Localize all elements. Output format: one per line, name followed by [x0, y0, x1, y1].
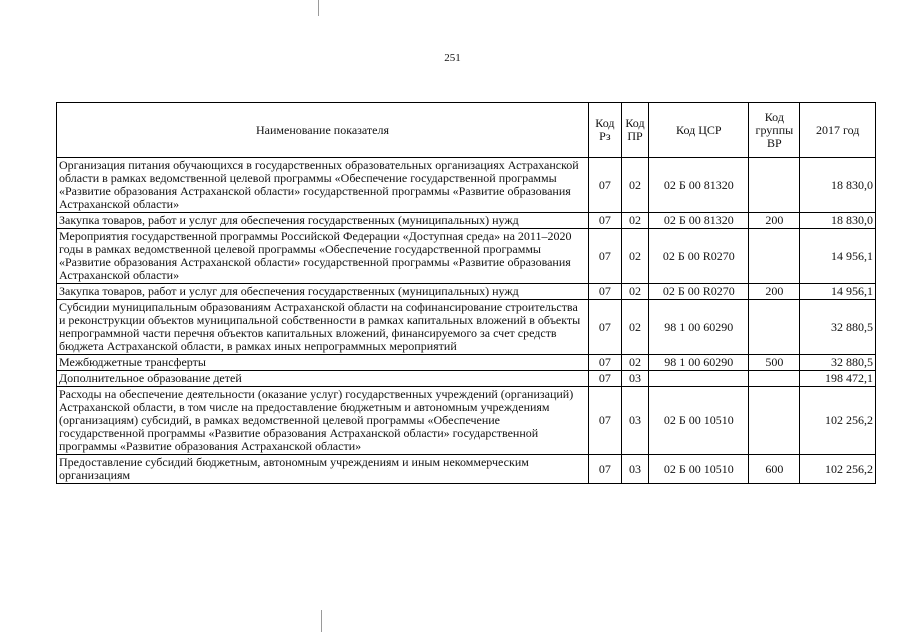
- row-pr: 02: [621, 355, 649, 371]
- scan-artifact-bottom: [321, 610, 322, 632]
- scan-artifact-top: [318, 0, 319, 16]
- row-rz: 07: [589, 387, 622, 455]
- budget-table: [56, 102, 876, 484]
- row-name: Субсидии муниципальным образованиям Астраханской области на софинансирование строительства и реконструкции объектов муниципальной собственности в рамках капитальных вложений в объекты непрограммной части перечня объектов капитальных вложений, финансируемого за счет средств бюджета Астраханской области, в рамках иных непрограммных мероприятий: [57, 300, 589, 355]
- row-rz: 07: [589, 229, 622, 284]
- row-name: Организация питания обучающихся в государственных образовательных организациях Астраханской области в рамках ведомственной целевой программы «Обеспечение государственной программы «Развитие образования Астраханской области» государственной программы «Развитие образования Астраханской области»: [57, 158, 589, 213]
- row-rz: 07: [589, 455, 622, 484]
- row-csr: [649, 371, 749, 387]
- row-name: Расходы на обеспечение деятельности (оказание услуг) государственных учреждений (организаций) Астраханской области, в том числе на предоставление бюджетным и автономным учреждениям (организациям) субсидий, в рамках ведомственной целевой программы «Обеспечение государственной программы «Развитие образования Астраханской области» государственной программы «Развитие образования Астраханской области»: [57, 387, 589, 455]
- table-row: [57, 371, 876, 387]
- row-sum: 18 830,0: [800, 213, 876, 229]
- row-pr: 03: [621, 371, 649, 387]
- row-csr: 98 1 00 60290: [649, 355, 749, 371]
- row-vr: [749, 158, 800, 213]
- row-name: Закупка товаров, работ и услуг для обеспечения государственных (муниципальных) нужд: [57, 213, 589, 229]
- row-vr: [749, 300, 800, 355]
- header-pr: Код ПР: [621, 103, 649, 158]
- row-vr: [749, 229, 800, 284]
- row-name: Дополнительное образование детей: [57, 371, 589, 387]
- row-vr: 600: [749, 455, 800, 484]
- row-sum: 18 830,0: [800, 158, 876, 213]
- row-rz: 07: [589, 213, 622, 229]
- header-year: 2017 год: [800, 103, 876, 158]
- table-row: [57, 355, 876, 371]
- row-name: Межбюджетные трансферты: [57, 355, 589, 371]
- row-sum: 102 256,2: [800, 455, 876, 484]
- table-row: [57, 284, 876, 300]
- row-rz: 07: [589, 284, 622, 300]
- row-pr: 03: [621, 387, 649, 455]
- row-vr: [749, 387, 800, 455]
- table-row: [57, 300, 876, 355]
- row-vr: 200: [749, 284, 800, 300]
- row-vr: [749, 371, 800, 387]
- row-sum: 32 880,5: [800, 300, 876, 355]
- row-csr: 02 Б 00 10510: [649, 387, 749, 455]
- header-name: Наименование показателя: [57, 103, 589, 158]
- row-csr: 02 Б 00 R0270: [649, 284, 749, 300]
- row-csr: 02 Б 00 81320: [649, 213, 749, 229]
- row-rz: 07: [589, 158, 622, 213]
- row-sum: 198 472,1: [800, 371, 876, 387]
- row-sum: 14 956,1: [800, 229, 876, 284]
- row-rz: 07: [589, 371, 622, 387]
- row-name: Закупка товаров, работ и услуг для обеспечения государственных (муниципальных) нужд: [57, 284, 589, 300]
- row-csr: 02 Б 00 10510: [649, 455, 749, 484]
- row-csr: 98 1 00 60290: [649, 300, 749, 355]
- row-pr: 02: [621, 300, 649, 355]
- table-row: [57, 158, 876, 213]
- row-sum: 32 880,5: [800, 355, 876, 371]
- page-number: 251: [444, 52, 461, 64]
- row-pr: 02: [621, 158, 649, 213]
- row-pr: 03: [621, 455, 649, 484]
- row-pr: 02: [621, 229, 649, 284]
- table-row: [57, 455, 876, 484]
- row-sum: 102 256,2: [800, 387, 876, 455]
- row-name: Мероприятия государственной программы Российской Федерации «Доступная среда» на 2011–2020 годы в рамках ведомственной целевой программы «Обеспечение государственной программы «Развитие образования Астраханской области» государственной программы «Развитие образования Астраханской области»: [57, 229, 589, 284]
- row-rz: 07: [589, 300, 622, 355]
- row-pr: 02: [621, 213, 649, 229]
- table-row: [57, 387, 876, 455]
- header-rz: Код Рз: [589, 103, 622, 158]
- table-row: [57, 213, 876, 229]
- table-header-row: [57, 103, 876, 158]
- row-pr: 02: [621, 284, 649, 300]
- row-name: Предоставление субсидий бюджетным, автономным учреждениям и иным некоммерческим организациям: [57, 455, 589, 484]
- table-row: [57, 229, 876, 284]
- header-vr: Код группы ВР: [749, 103, 800, 158]
- row-vr: 200: [749, 213, 800, 229]
- row-vr: 500: [749, 355, 800, 371]
- row-csr: 02 Б 00 R0270: [649, 229, 749, 284]
- row-csr: 02 Б 00 81320: [649, 158, 749, 213]
- header-csr: Код ЦСР: [649, 103, 749, 158]
- row-sum: 14 956,1: [800, 284, 876, 300]
- row-rz: 07: [589, 355, 622, 371]
